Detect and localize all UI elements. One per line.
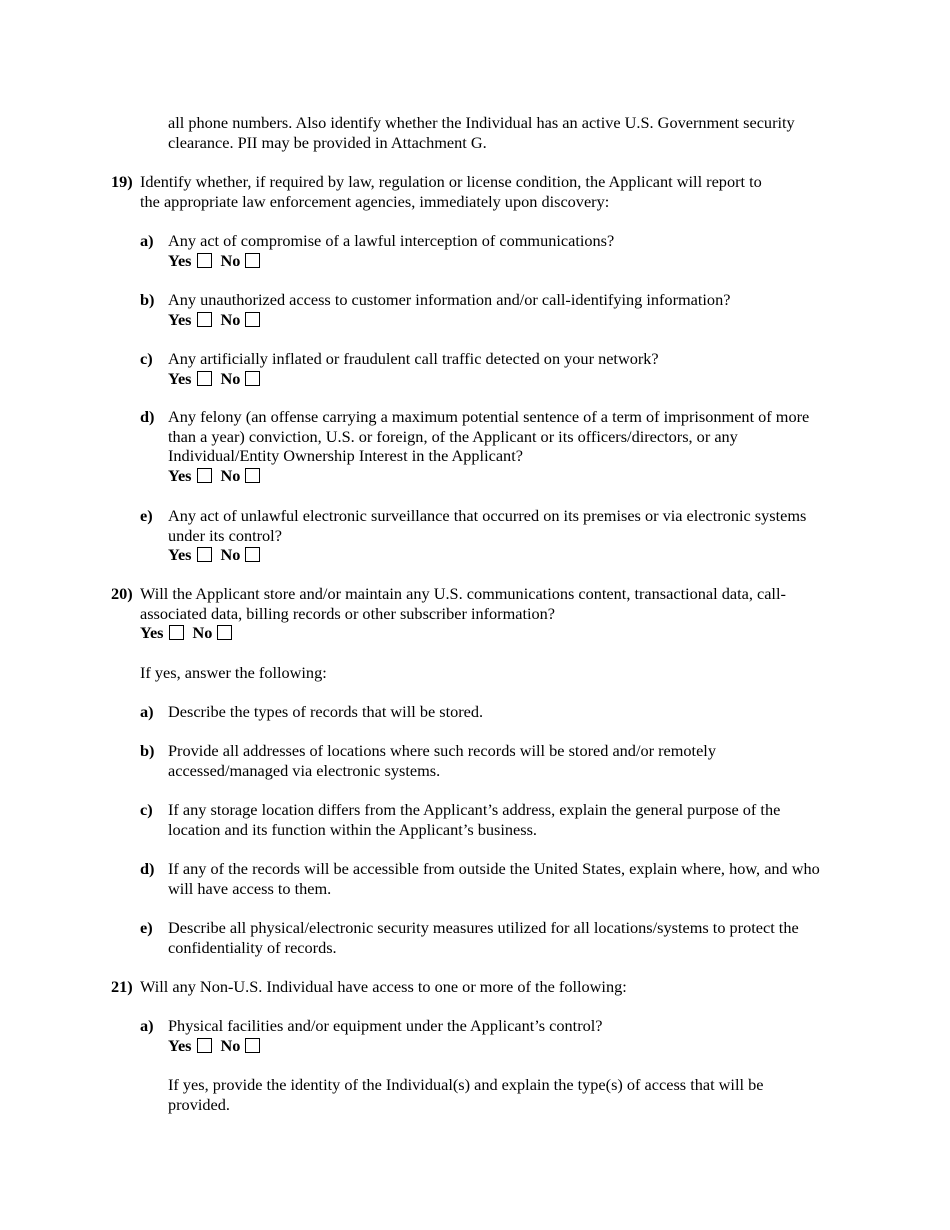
item-text: If any storage location differs from the Applicant’s address, explain the general purpose of the location and its function within the Applicant’s business. (168, 800, 781, 839)
no-label: No (220, 368, 241, 388)
yes-checkbox[interactable] (197, 468, 212, 483)
no-label: No (220, 309, 241, 329)
q20-if-yes (140, 663, 820, 683)
yes-no-choice (168, 1036, 838, 1056)
item-letter: a) (140, 1016, 154, 1035)
no-checkbox[interactable] (245, 312, 260, 327)
q19-item-b (140, 290, 838, 329)
yes-checkbox[interactable] (197, 253, 212, 268)
item-text: Any act of unlawful electronic surveillance that occurred on its premises or via electronic systems under its control? (168, 506, 807, 545)
item-text: Any felony (an offense carrying a maximum potential sentence of a term of imprisonment of more than a year) conviction, U.S. or foreign, of the Applicant or its officers/directors, or any Individual/Entity Ownership Interest in the Applicant? (168, 407, 810, 466)
item-letter: d) (140, 407, 155, 426)
yes-no-choice (140, 623, 825, 643)
q20-item-b (140, 741, 758, 780)
question-20 (111, 584, 825, 643)
question-text: Identify whether, if required by law, regulation or license condition, the Applicant will report to the appropriate law enforcement agencies, immediately upon discovery: (140, 172, 762, 211)
yes-checkbox[interactable] (197, 312, 212, 327)
yes-label: Yes (168, 465, 192, 485)
no-label: No (220, 465, 241, 485)
item-text: Describe the types of records that will be stored. (168, 702, 484, 721)
q20-item-a (140, 702, 838, 722)
no-checkbox[interactable] (245, 371, 260, 386)
item-letter: a) (140, 231, 154, 250)
question-number: 21) (111, 977, 133, 996)
no-label: No (220, 545, 241, 565)
q20-item-d (140, 859, 828, 898)
no-checkbox[interactable] (245, 253, 260, 268)
yes-no-choice (168, 369, 838, 389)
item-letter: b) (140, 290, 155, 309)
no-checkbox[interactable] (245, 1038, 260, 1053)
question-number: 20) (111, 584, 133, 603)
yes-label: Yes (168, 1035, 192, 1055)
yes-label: Yes (168, 309, 192, 329)
question-19 (111, 172, 785, 211)
no-checkbox[interactable] (245, 547, 260, 562)
item-letter: a) (140, 702, 154, 721)
yes-checkbox[interactable] (197, 1038, 212, 1053)
yes-checkbox[interactable] (197, 547, 212, 562)
q20-item-c (140, 800, 818, 839)
yes-label: Yes (168, 368, 192, 388)
yes-no-choice (168, 310, 838, 330)
no-label: No (220, 250, 241, 270)
yes-no-choice (168, 466, 813, 486)
q20-item-e (140, 918, 838, 957)
item-text: Describe all physical/electronic security measures utilized for all locations/systems to protect the confidentiality of records. (168, 918, 799, 957)
q21-item-a-follow-up (168, 1075, 808, 1114)
no-label: No (220, 1035, 241, 1055)
item-text: Any artificially inflated or fraudulent call traffic detected on your network? (168, 349, 659, 368)
yes-no-choice (168, 251, 838, 271)
if-yes-text: If yes, answer the following: (140, 663, 327, 682)
no-checkbox[interactable] (245, 468, 260, 483)
yes-label: Yes (168, 545, 192, 565)
q19-item-c (140, 349, 838, 388)
q19-item-e (140, 506, 843, 565)
continuation-text: all phone numbers. Also identify whether the Individual has an active U.S. Government security clearance. PII may be provided in Attachment G. (168, 113, 795, 152)
q19-item-d (140, 407, 813, 485)
item-text: Any unauthorized access to customer information and/or call-identifying information? (168, 290, 731, 309)
item-text: Provide all addresses of locations where such records will be stored and/or remotely accessed/managed via electronic systems. (168, 741, 716, 780)
item-letter: e) (140, 506, 153, 525)
yes-no-choice (168, 545, 843, 565)
yes-checkbox[interactable] (197, 371, 212, 386)
question-21 (111, 977, 830, 997)
item-letter: b) (140, 741, 155, 760)
no-checkbox[interactable] (217, 625, 232, 640)
question-text: Will any Non-U.S. Individual have access to one or more of the following: (140, 977, 627, 996)
yes-label: Yes (140, 623, 164, 643)
yes-label: Yes (168, 250, 192, 270)
item-letter: c) (140, 800, 153, 819)
item-letter: e) (140, 918, 153, 937)
question-text: Will the Applicant store and/or maintain any U.S. communications content, transactional data, call-associated data, billing records or other subscriber information? (140, 584, 786, 623)
item-letter: c) (140, 349, 153, 368)
continuation-paragraph (168, 113, 838, 152)
no-label: No (192, 623, 213, 643)
q21-item-a (140, 1016, 838, 1055)
item-letter: d) (140, 859, 155, 878)
follow-up-text: If yes, provide the identity of the Individual(s) and explain the type(s) of access that will be provided. (168, 1075, 764, 1114)
item-text: If any of the records will be accessible from outside the United States, explain where, how, and who will have access to them. (168, 859, 820, 898)
item-text: Any act of compromise of a lawful interception of communications? (168, 231, 615, 250)
item-text: Physical facilities and/or equipment under the Applicant’s control? (168, 1016, 603, 1035)
q19-item-a (140, 231, 838, 270)
question-number: 19) (111, 172, 133, 191)
yes-checkbox[interactable] (169, 625, 184, 640)
